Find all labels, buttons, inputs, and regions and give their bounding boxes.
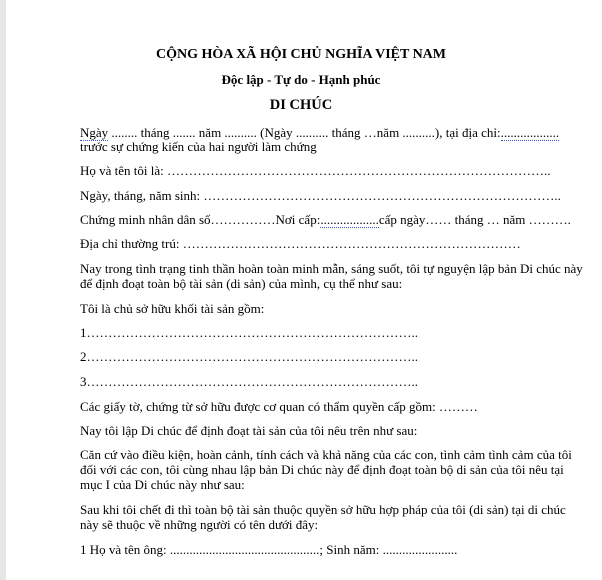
dob-line: Ngày, tháng, năm sinh: ……………………………………………………………………….. (80, 188, 561, 203)
intro-line-2: để định đoạt toàn bộ tài sản (di sản) của mình, cụ thể như sau: (80, 276, 403, 291)
document-title: DI CHÚC (269, 97, 333, 113)
papers-line: Các giấy tờ, chứng từ sở hữu được cơ quan có thẩm quyền cấp gồm: ……… (80, 399, 478, 414)
name-line: Họ và tên tôi là: …………………………………………………………………………….. (80, 163, 551, 178)
id-line-start: Chứng minh nhân dân số……………Nơi cấp: (80, 212, 321, 227)
motto: Độc lập - Tự do - Hạnh phúc (221, 72, 381, 87)
date-line-text: ........ tháng ....... năm .......... (Ngày .......... tháng …năm ..........), tại địa chỉ: (108, 125, 501, 140)
address-line: Địa chỉ thường trú: …………………………………………………………………… (80, 236, 521, 251)
address-dots: .................. (500, 125, 560, 140)
dispose-line: Nay tôi lập Di chúc để định đoạt tài sản của tôi nêu trên như sau: (80, 423, 418, 438)
id-line (80, 212, 571, 227)
asset-item-3: 3………………………………………………………………….. (80, 374, 418, 389)
witness-line: trước sự chứng kiến của hai người làm chứng (80, 139, 317, 154)
assets-heading: Tôi là chủ sở hữu khối tài sản gồm: (80, 301, 265, 316)
death-line-2: này sẽ thuộc về những người có tên dưới đây: (80, 517, 319, 532)
asset-item-2: 2………………………………………………………………….. (80, 349, 418, 364)
asset-item-1: 1………………………………………………………………….. (80, 325, 418, 340)
id-line-end: cấp ngày…… tháng … năm ………. (378, 212, 571, 227)
date-line (80, 125, 559, 140)
issue-place-dots: .................. (320, 212, 379, 227)
country-heading: CỘNG HÒA XÃ HỘI CHỦ NGHĨA VIỆT NAM (155, 47, 446, 62)
death-line-1: Sau khi tôi chết đi thì toàn bộ tài sản thuộc quyền sở hữu hợp pháp của tôi (di sản) tại di chúc (80, 502, 566, 517)
basis-line-2: đối với các con, tôi cùng nhau lập bản Di chúc này để định đoạt toàn bộ di sản của tôi nêu tại (80, 462, 564, 477)
basis-line-3: mục I của Di chúc này như sau: (80, 477, 245, 492)
heir-line-1: 1 Họ và tên ông: ..............................................; Sinh năm: ....................... (80, 542, 458, 557)
basis-line-1: Căn cứ vào điều kiện, hoàn cảnh, tính cách và khả năng của các con, tình cảm tình cảm của tôi (80, 447, 572, 462)
intro-line-1: Nay trong tình trạng tinh thần hoàn toàn minh mẫn, sáng suốt, tôi tự nguyện lập bản Di chúc này (80, 261, 583, 276)
date-line-start: Ngày (80, 125, 109, 140)
